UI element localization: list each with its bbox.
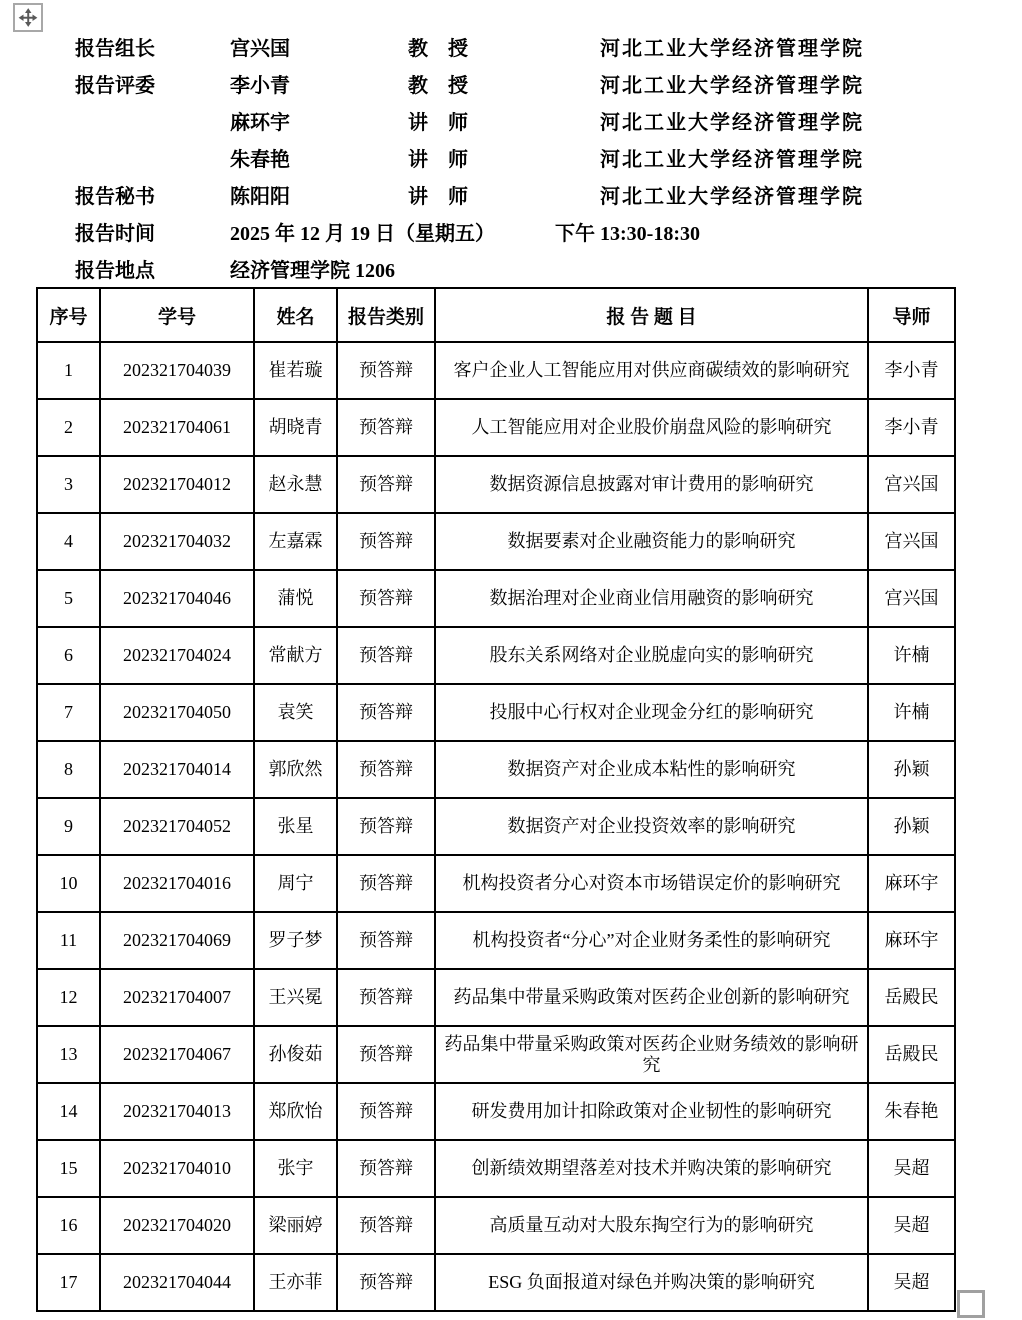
cell-student-id: 202321704069 bbox=[100, 912, 254, 969]
committee-member-title: 教 授 bbox=[408, 75, 468, 97]
cell-advisor: 李小青 bbox=[868, 399, 955, 456]
cell-seq: 6 bbox=[37, 627, 100, 684]
cell-report-type: 预答辩 bbox=[337, 342, 435, 399]
cell-seq: 16 bbox=[37, 1197, 100, 1254]
committee-member-affiliation: 河北工业大学经济管理学院 bbox=[600, 38, 864, 60]
committee-role-label: 报告秘书 bbox=[75, 186, 155, 208]
committee-member-name: 朱春艳 bbox=[230, 149, 290, 171]
cell-report-topic: 研发费用加计扣除政策对企业韧性的影响研究 bbox=[435, 1083, 868, 1140]
committee-member-affiliation: 河北工业大学经济管理学院 bbox=[600, 186, 864, 208]
cell-report-topic: 投服中心行权对企业现金分红的影响研究 bbox=[435, 684, 868, 741]
defense-schedule-table bbox=[36, 287, 956, 1312]
cell-student-id: 202321704007 bbox=[100, 969, 254, 1026]
report-time-range: 下午 13:30-18:30 bbox=[555, 223, 700, 245]
cell-report-topic: 数据治理对企业商业信用融资的影响研究 bbox=[435, 570, 868, 627]
cell-seq: 10 bbox=[37, 855, 100, 912]
table-row bbox=[37, 1140, 955, 1197]
report-place-label: 报告地点 bbox=[75, 260, 155, 282]
cell-seq: 17 bbox=[37, 1254, 100, 1311]
cell-student-id: 202321704044 bbox=[100, 1254, 254, 1311]
cell-seq: 14 bbox=[37, 1083, 100, 1140]
cell-report-topic: 药品集中带量采购政策对医药企业创新的影响研究 bbox=[435, 969, 868, 1026]
committee-member-name: 陈阳阳 bbox=[230, 186, 290, 208]
cell-advisor: 吴超 bbox=[868, 1140, 955, 1197]
report-time-label: 报告时间 bbox=[75, 223, 155, 245]
cell-report-type: 预答辩 bbox=[337, 399, 435, 456]
committee-member-name: 麻环宇 bbox=[230, 112, 290, 134]
cell-report-topic: 数据资产对企业投资效率的影响研究 bbox=[435, 798, 868, 855]
table-row bbox=[37, 570, 955, 627]
cell-report-type: 预答辩 bbox=[337, 570, 435, 627]
cell-advisor: 麻环宇 bbox=[868, 912, 955, 969]
cell-student-id: 202321704024 bbox=[100, 627, 254, 684]
cell-advisor: 朱春艳 bbox=[868, 1083, 955, 1140]
committee-role-label: 报告评委 bbox=[75, 75, 155, 97]
cell-student-id: 202321704052 bbox=[100, 798, 254, 855]
cell-advisor: 麻环宇 bbox=[868, 855, 955, 912]
cell-seq: 7 bbox=[37, 684, 100, 741]
table-row bbox=[37, 1083, 955, 1140]
cell-student-name: 梁丽婷 bbox=[254, 1197, 337, 1254]
cell-seq: 4 bbox=[37, 513, 100, 570]
cell-student-name: 崔若璇 bbox=[254, 342, 337, 399]
committee-row bbox=[0, 139, 1022, 176]
cell-student-name: 张宇 bbox=[254, 1140, 337, 1197]
cell-report-type: 预答辩 bbox=[337, 969, 435, 1026]
table-row bbox=[37, 1254, 955, 1311]
cell-student-name: 胡晓青 bbox=[254, 399, 337, 456]
table-header-row bbox=[37, 288, 955, 342]
cell-report-type: 预答辩 bbox=[337, 627, 435, 684]
cell-report-topic: 数据要素对企业融资能力的影响研究 bbox=[435, 513, 868, 570]
cell-seq: 11 bbox=[37, 912, 100, 969]
table-row bbox=[37, 342, 955, 399]
header-type: 报告类别 bbox=[337, 288, 435, 342]
cell-report-topic: 创新绩效期望落差对技术并购决策的影响研究 bbox=[435, 1140, 868, 1197]
cell-report-topic: 股东关系网络对企业脱虚向实的影响研究 bbox=[435, 627, 868, 684]
cell-seq: 15 bbox=[37, 1140, 100, 1197]
committee-member-title: 讲 师 bbox=[408, 149, 468, 171]
header-name: 姓名 bbox=[254, 288, 337, 342]
cell-student-name: 常献方 bbox=[254, 627, 337, 684]
table-resize-handle[interactable] bbox=[957, 1290, 985, 1318]
cell-advisor: 宫兴国 bbox=[868, 513, 955, 570]
committee-role-label: 报告组长 bbox=[75, 38, 155, 60]
cell-student-id: 202321704012 bbox=[100, 456, 254, 513]
cell-report-topic: 药品集中带量采购政策对医药企业财务绩效的影响研究 bbox=[435, 1026, 868, 1083]
cell-student-id: 202321704039 bbox=[100, 342, 254, 399]
cell-seq: 9 bbox=[37, 798, 100, 855]
header-studentid: 学号 bbox=[100, 288, 254, 342]
header-seq: 序号 bbox=[37, 288, 100, 342]
cell-seq: 13 bbox=[37, 1026, 100, 1083]
header-advisor: 导师 bbox=[868, 288, 955, 342]
cell-seq: 8 bbox=[37, 741, 100, 798]
committee-member-title: 教 授 bbox=[408, 38, 468, 60]
cell-advisor: 孙颖 bbox=[868, 798, 955, 855]
table-row bbox=[37, 513, 955, 570]
committee-row bbox=[0, 65, 1022, 102]
cell-student-name: 罗子梦 bbox=[254, 912, 337, 969]
cell-advisor: 宫兴国 bbox=[868, 570, 955, 627]
committee-row bbox=[0, 176, 1022, 213]
cell-student-id: 202321704032 bbox=[100, 513, 254, 570]
committee-member-affiliation: 河北工业大学经济管理学院 bbox=[600, 149, 864, 171]
cell-student-name: 王兴冕 bbox=[254, 969, 337, 1026]
cell-student-name: 蒲悦 bbox=[254, 570, 337, 627]
table-row bbox=[37, 684, 955, 741]
cell-report-type: 预答辩 bbox=[337, 1140, 435, 1197]
cell-report-topic: 数据资源信息披露对审计费用的影响研究 bbox=[435, 456, 868, 513]
cell-advisor: 吴超 bbox=[868, 1197, 955, 1254]
cell-report-type: 预答辩 bbox=[337, 684, 435, 741]
cell-report-type: 预答辩 bbox=[337, 456, 435, 513]
report-place-value: 经济管理学院 1206 bbox=[230, 260, 395, 282]
table-row bbox=[37, 627, 955, 684]
cell-report-type: 预答辩 bbox=[337, 855, 435, 912]
cell-report-topic: 机构投资者“分心”对企业财务柔性的影响研究 bbox=[435, 912, 868, 969]
cell-report-type: 预答辩 bbox=[337, 1197, 435, 1254]
cell-advisor: 许楠 bbox=[868, 684, 955, 741]
report-meta-block bbox=[0, 28, 1022, 287]
cell-student-name: 孙俊茹 bbox=[254, 1026, 337, 1083]
cell-report-type: 预答辩 bbox=[337, 741, 435, 798]
cell-student-name: 王亦菲 bbox=[254, 1254, 337, 1311]
cell-seq: 2 bbox=[37, 399, 100, 456]
cell-student-name: 张星 bbox=[254, 798, 337, 855]
cell-student-name: 袁笑 bbox=[254, 684, 337, 741]
cell-report-topic: 客户企业人工智能应用对供应商碳绩效的影响研究 bbox=[435, 342, 868, 399]
report-date-value: 2025 年 12 月 19 日（星期五） bbox=[230, 223, 495, 245]
cell-report-type: 预答辩 bbox=[337, 798, 435, 855]
four-direction-move-icon bbox=[17, 7, 39, 28]
table-row bbox=[37, 855, 955, 912]
table-row bbox=[37, 1026, 955, 1083]
committee-row bbox=[0, 28, 1022, 65]
cell-seq: 12 bbox=[37, 969, 100, 1026]
cell-student-name: 赵永慧 bbox=[254, 456, 337, 513]
report-time-row bbox=[0, 213, 1022, 250]
cell-report-topic: 数据资产对企业成本粘性的影响研究 bbox=[435, 741, 868, 798]
cell-student-id: 202321704020 bbox=[100, 1197, 254, 1254]
cell-student-name: 郭欣然 bbox=[254, 741, 337, 798]
cell-report-topic: 机构投资者分心对资本市场错误定价的影响研究 bbox=[435, 855, 868, 912]
cell-advisor: 宫兴国 bbox=[868, 456, 955, 513]
cell-seq: 1 bbox=[37, 342, 100, 399]
cell-advisor: 李小青 bbox=[868, 342, 955, 399]
cell-advisor: 吴超 bbox=[868, 1254, 955, 1311]
cell-seq: 5 bbox=[37, 570, 100, 627]
cell-student-id: 202321704067 bbox=[100, 1026, 254, 1083]
table-row bbox=[37, 1197, 955, 1254]
table-row bbox=[37, 399, 955, 456]
committee-member-affiliation: 河北工业大学经济管理学院 bbox=[600, 75, 864, 97]
cell-report-type: 预答辩 bbox=[337, 513, 435, 570]
cell-advisor: 岳殿民 bbox=[868, 969, 955, 1026]
committee-member-affiliation: 河北工业大学经济管理学院 bbox=[600, 112, 864, 134]
cell-student-id: 202321704050 bbox=[100, 684, 254, 741]
cell-student-id: 202321704016 bbox=[100, 855, 254, 912]
table-row bbox=[37, 969, 955, 1026]
cell-student-id: 202321704046 bbox=[100, 570, 254, 627]
table-row bbox=[37, 798, 955, 855]
cell-student-name: 周宁 bbox=[254, 855, 337, 912]
cell-report-type: 预答辩 bbox=[337, 1083, 435, 1140]
table-row bbox=[37, 456, 955, 513]
cell-report-type: 预答辩 bbox=[337, 1026, 435, 1083]
cell-advisor: 许楠 bbox=[868, 627, 955, 684]
cell-report-topic: ESG 负面报道对绿色并购决策的影响研究 bbox=[435, 1254, 868, 1311]
committee-block bbox=[0, 28, 1022, 213]
cell-student-id: 202321704013 bbox=[100, 1083, 254, 1140]
table-row bbox=[37, 741, 955, 798]
committee-member-name: 李小青 bbox=[230, 75, 290, 97]
cell-report-type: 预答辩 bbox=[337, 1254, 435, 1311]
cell-report-topic: 人工智能应用对企业股价崩盘风险的影响研究 bbox=[435, 399, 868, 456]
cell-student-name: 左嘉霖 bbox=[254, 513, 337, 570]
report-place-row bbox=[0, 250, 1022, 287]
header-topic: 报 告 题 目 bbox=[435, 288, 868, 342]
cell-report-topic: 高质量互动对大股东掏空行为的影响研究 bbox=[435, 1197, 868, 1254]
cell-report-type: 预答辩 bbox=[337, 912, 435, 969]
committee-row bbox=[0, 102, 1022, 139]
cell-seq: 3 bbox=[37, 456, 100, 513]
cell-student-id: 202321704061 bbox=[100, 399, 254, 456]
committee-member-title: 讲 师 bbox=[408, 112, 468, 134]
cell-student-id: 202321704014 bbox=[100, 741, 254, 798]
table-row bbox=[37, 912, 955, 969]
committee-member-title: 讲 师 bbox=[408, 186, 468, 208]
cell-student-name: 郑欣怡 bbox=[254, 1083, 337, 1140]
cell-student-id: 202321704010 bbox=[100, 1140, 254, 1197]
committee-member-name: 宫兴国 bbox=[230, 38, 290, 60]
cell-advisor: 孙颖 bbox=[868, 741, 955, 798]
cell-advisor: 岳殿民 bbox=[868, 1026, 955, 1083]
